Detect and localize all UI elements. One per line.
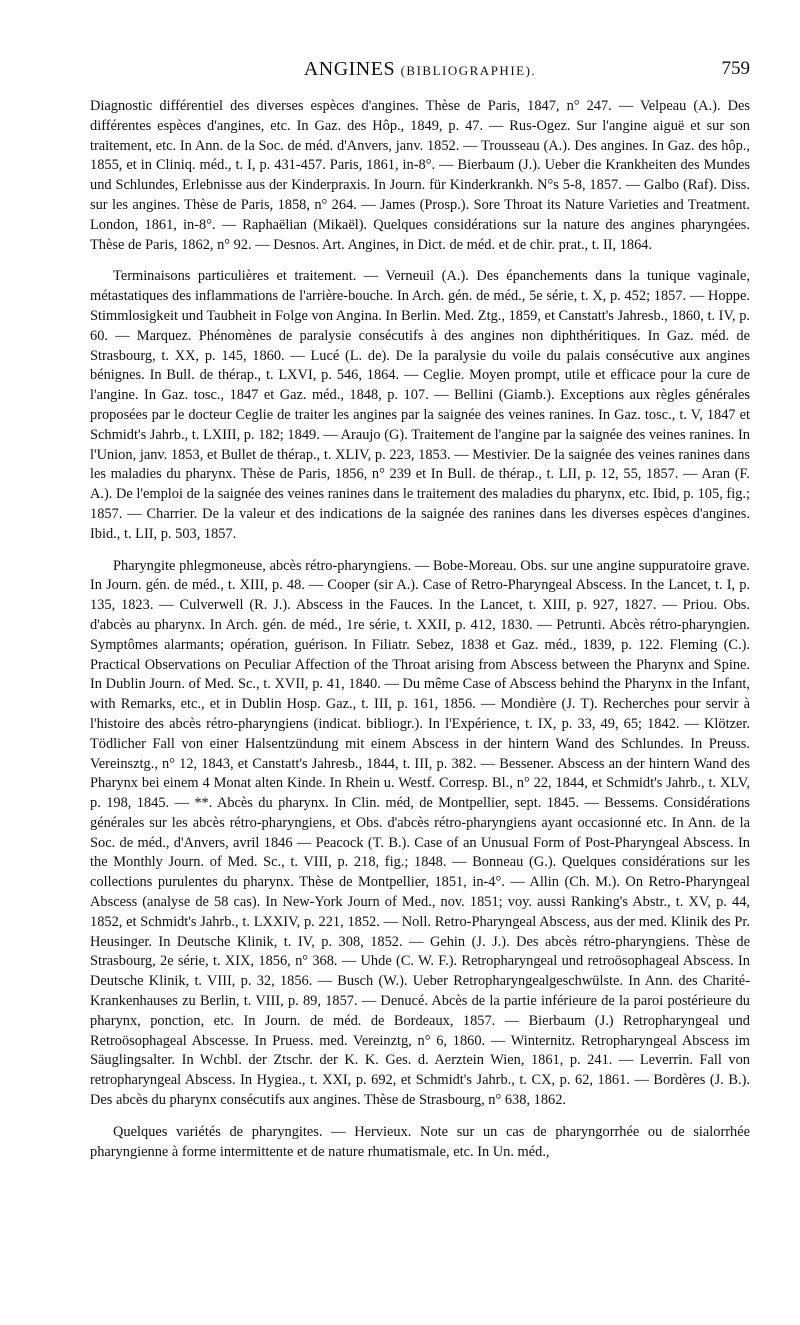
chapter-subtitle: (BIBLIOGRAPHIE). bbox=[400, 63, 537, 78]
paragraph-terminaisons: Terminaisons particulières et traitement. — Verneuil (A.). Des épanchements dans la tunique vaginale, métastatiques des inflammations de l'arrière-bouche. In Arch. gén. de méd., 5e série, t. X, p. 452; 1857. — Hoppe. Stimmlosigkeit und Taubheit in Folge von Angina. In Berlin. Med. Ztg., 1859, et Canstatt's Jahresb., 1860, t. IV, p. 60. — Marquez. Phénomènes de paralysie consécutifs à des angines non diphthéritiques. In Gaz. méd. de Strasbourg, t. XX, p. 145, 1860. — Lucé (L. de). De la paralysie du voile du palais consécutive aux angines bénignes. In Bull. de thérap., t. LXVI, p. 546, 1864. — Ceglie. Moyen prompt, utile et efficace pour la cure de l'angine. In Gaz. tosc., 1847 et Gaz. méd., 1848, p. 107. — Bellini (Giamb.). Exceptions aux règles générales proposées par le docteur Ceglie de traiter les angines par la saignée des veines ranines. In Gaz. tosc., t. V, 1847 et Schmidt's Jahrb., t. LXIII, p. 182; 1849. — Araujo (G). Traitement de l'angine par la saignée des veines ranines. In l'Union, janv. 1853, et Bullet de thérap., t. XLIV, p. 223, 1853. — Mestivier. De la saignée des veines ranines dans les maladies du pharynx. Thèse de Paris, 1856, n° 239 et In Bull. de thérap., t. LII, p. 12, 55, 1857. — Aran (F. A.). De l'emploi de la saignée des veines ranines dans le traitement des maladies du pharynx, etc. Ibid, p. 105, fig.; 1857. — Charrier. De la valeur et des indications de la saignée des ranines dans les diverses espèces d'angines. Ibid., t. LII, p. 503, 1857. bbox=[90, 268, 750, 542]
page-number: 759 bbox=[721, 58, 750, 79]
running-title bbox=[90, 58, 750, 81]
running-head bbox=[90, 58, 750, 88]
paragraph-varietes-pharyngites: Quelques variétés de pharyngites. — Hervieux. Note sur un cas de pharyngorrhée ou de sialorrhée pharyngienne à forme intermittente et de nature rhumatismale, etc. In Un. méd., bbox=[90, 1123, 750, 1160]
chapter-title: ANGINES bbox=[303, 58, 396, 80]
bibliography-text bbox=[90, 97, 750, 1312]
paragraph-diagnostic: Diagnostic différentiel des diverses espèces d'angines. Thèse de Paris, 1847, n° 247. — Velpeau (A.). Des différentes espèces d'angines, etc. In Gaz. des Hôp., 1849, p. 47. — Rus-Ogez. Sur l'angine aiguë et sur son traitement, etc. In Ann. de la Soc. de méd. d'Anvers, janv. 1852. — Trousseau (A.). Des angines. In Gaz. des hôp., 1855, et in Cliniq. méd., t. I, p. 431-457. Paris, 1861, in-8°. — Bierbaum (J.). Ueber die Krankheiten des Mundes und Schlundes, Erlebnisse aus der Kinderpraxis. In Journ. für Kinderkrankh. N°s 5-8, 1857. — Galbo (Raf). Diss. sur les angines. Thèse de Paris, 1858, n° 264. — James (Prosp.). Sore Throat its Nature Varieties and Treatment. London, 1861, in-8°. — Raphaëlian (Mikaël). Quelques considérations sur la nature des angines pharyngées. Thèse de Paris, 1862, n° 92. — Desnos. Art. Angines, in Dict. de méd. et de chir. prat., t. II, 1864. bbox=[90, 98, 750, 253]
paragraph-pharyngite-phlegmoneuse: Pharyngite phlegmoneuse, abcès rétro-pharyngiens. — Bobe-Moreau. Obs. sur une angine suppuratoire grave. In Journ. gén. de méd., t. XIII, p. 48. — Cooper (sir A.). Case of Retro-Pharyngeal Abscess. In the Lancet, t. I, p. 135, 1823. — Culverwell (R. J.). Abscess in the Fauces. In the Lancet, t. XIII, p. 927, 1827. — Priou. Obs. d'abcès au pharynx. In Arch. gén. de méd., 1re série, t. XXII, p. 412, 1830. — Petrunti. Abcès rétro-pharyngien. Symptômes alarmants; opération, guérison. In Filiatr. Sebez, 1838 et Gaz. méd., 1839, p. 122. Fleming (C.). Practical Observations on Peculiar Affection of the Throat arising from Abscess between the Pharynx and Spine. In Dublin Journ. of Med. Sc., t. XVII, p. 41, 1840. — Du même Case of Abscess behind the Pharynx in the Infant, with Remarks, etc., et in Dublin Hosp. Gaz., t. III, p. 161, 1856. — Mondière (J. T). Recherches pour servir à l'histoire des abcès rétro-pharyngiens (indicat. bibliogr.). In l'Expérience, t. IX, p. 33, 49, 65; 1842. — Klötzer. Tödlicher Fall von einer Halsentzündung mit einem Abscess in der hintern Wand des Schlundes. In Preuss. Vereinsztg., n° 12, 1843, et Canstatt's Jahresb., 1844, t. III, p. 382. — Bessener. Abscess an der hintern Wand des Pharynx bei einem 4 Monat alten Kinde. In Rhein u. Westf. Corresp. Bl., n° 22, 1844, et Schmidt's Jahrb., t. XLV, p. 198, 1845. — **. Abcès du pharynx. In Clin. méd, de Montpellier, sept. 1845. — Bessems. Considérations générales sur les abcès rétro-pharyngiens, et Obs. d'abcès rétro-pharyngiens ayant occasionné etc. In Ann. de la Soc. de méd., d'Anvers, avril 1846 — Peacock (T. B.). Case of an Unusual Form of Post-Pharyngeal Abscess. In the Monthly Journ. of Med. Sc., t. VIII, p. 218, fig.; 1848. — Bonneau (G.). Quelques considérations sur les collections purulentes du pharynx. Thèse de Montpellier, 1851, in-4°. — Allin (Ch. M.). On Retro-Pharyngeal Abscess (analyse de 58 cas). In New-York Journ of Med., nov. 1851; voy. aussi Ranking's Abstr., t. XV, p. 44, 1852, et Schmidt's Jahrb., t. LXXIV, p. 221, 1852. — Noll. Retro-Pharyngeal Abscess, aus der med. Klinik des Pr. Heusinger. In Deutsche Klinik, t. IV, p. 308, 1852. — Gehin (J. J.). Des abcès rétro-pharyngiens. Thèse de Strasbourg, 2e série, t. XIX, 1856, n° 368. — Uhde (C. W. F.). Retropharyngeal und retroösophageal Abscess. In Deutsche Klinik, t. VIII, p. 32, 1856. — Busch (W.). Ueber Retropharyngealgeschwülste. In Ann. des Charité-Krankenhauses zu Berlin, t. VIII, p. 89, 1857. — Denucé. Abcès de la partie inférieure de la paroi postérieure du pharynx, ponction, etc. In Journ. de méd. de Bordeaux, 1857. — Bierbaum (J.) Retropharyngeal und Retroösophageal Abscesse. In Pruess. med. Vereinztg, n° 6, 1860. — Winternitz. Retropharyngeal Abscess im Säuglingsalter. In Wchbl. der Ztschr. der K. K. Ges. d. Aerztein Wien, 1861, p. 241. — Leverrin. Fall von retropharyngeal Abscess. In Hygiea., t. XXI, p. 692, et Schmidt's Jahrb., t. CX, p. 62, 1861. — Bordères (J. B.). Des abcès du pharynx consécutifs aux angines. Thèse de Strasbourg, n° 638, 1862. bbox=[90, 557, 750, 1109]
